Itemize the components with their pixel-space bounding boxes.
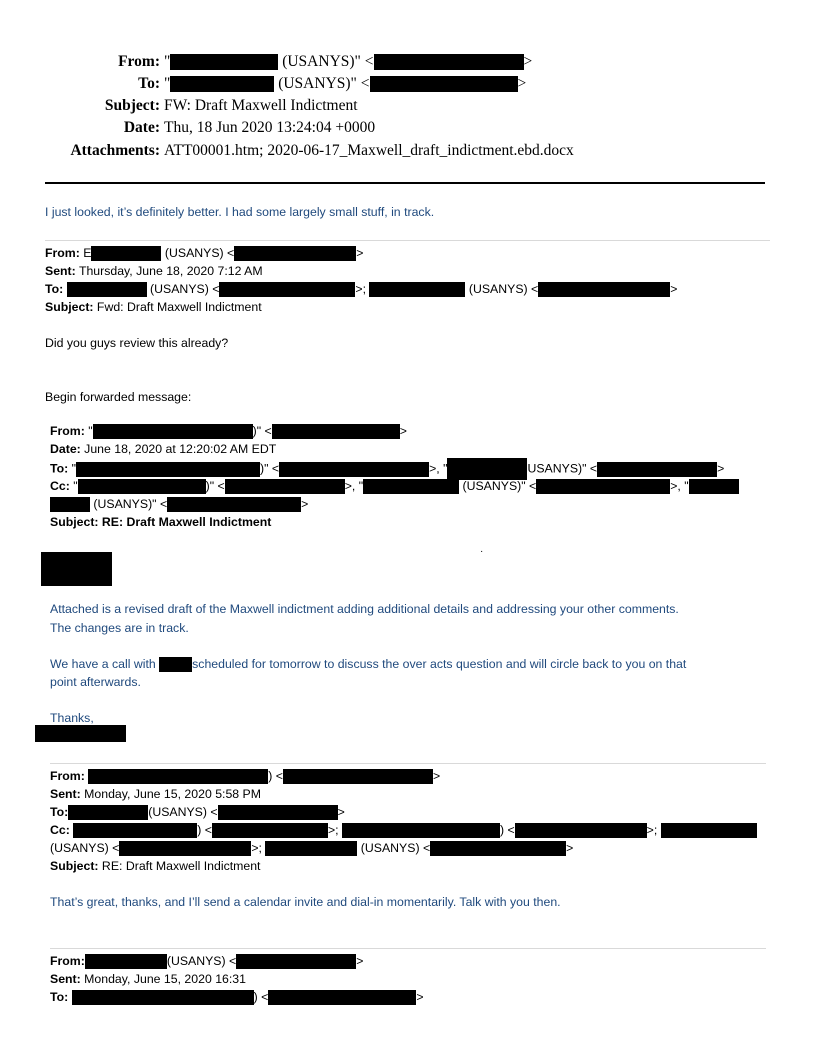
msg4-to-row: To: (USANYS) < > [50,805,345,819]
redaction-block [283,769,433,784]
redaction-block [236,954,356,969]
redaction-block [689,479,739,494]
header-attachments-row [60,142,574,160]
redaction-block [91,246,161,261]
redaction-block [93,424,253,439]
redaction-block [72,990,254,1005]
message-divider [50,948,766,949]
msg5-sent-row: Sent: Monday, June 15, 2020 16:31 [50,972,246,986]
stray-dot: · [480,546,484,557]
redaction-block [370,76,518,92]
header-subject-label: Subject: [104,97,160,114]
msg3-para1-line2: The changes are in track. [50,621,189,635]
forward-note: Begin forwarded message: [45,390,192,404]
redaction-block [212,823,328,838]
msg3-thanks: Thanks, [50,711,94,725]
redaction-block [159,657,192,672]
header-subject-value: FW: Draft Maxwell Indictment [164,97,358,114]
redaction-block [85,954,167,969]
msg5-to-row: To: ) < > [50,990,424,1004]
msg3-from-row: From: " )" < > [50,424,407,438]
redaction-block [515,823,647,838]
msg4-sent-row: Sent: Monday, June 15, 2020 5:58 PM [50,787,261,801]
msg3-para2-line2: point afterwards. [50,675,141,689]
redaction-block [265,841,357,856]
header-attachments-label: Attachments: [70,142,160,159]
msg4-from-row: From: ) < > [50,769,441,783]
redaction-block [67,282,147,297]
msg4-subject-row: Subject: RE: Draft Maxwell Indictment [50,859,261,873]
message-divider [45,240,770,241]
redaction-block [119,841,251,856]
redaction-block [170,76,274,92]
header-from-label: From: [118,53,160,70]
header-date-label: Date: [123,119,160,136]
header-to-row: To: " (USANYS)" < > [60,75,526,93]
msg5-from-row: From: (USANYS) < > [50,954,364,968]
header-date-value: Thu, 18 Jun 2020 13:24:04 +0000 [164,119,376,136]
msg3-para2-line1: We have a call with scheduled for tomorrow to discuss the over acts question and will circle back to you on that [50,657,687,671]
msg4-cc-row-2: (USANYS) < >; (USANYS) < > [50,841,574,855]
msg3-cc-row: Cc: " )" < >, " (USANYS)" < >, " [50,477,739,495]
msg2-sent-row: Sent: Thursday, June 18, 2020 7:12 AM [45,264,263,278]
header-subject-row [60,97,358,115]
msg2-from-row: From: E (USANYS) < > [45,246,364,260]
redaction-block [225,479,345,494]
reply-body: I just looked, it’s definitely better. I had some largely small stuff, in track. [45,205,435,219]
redaction-block [68,805,148,820]
redaction-block [374,54,524,70]
msg3-subject-row: Subject: RE: Draft Maxwell Indictment [50,515,272,529]
redaction-block [167,497,301,512]
msg2-body: Did you guys review this already? [45,336,229,350]
redaction-block [234,246,356,261]
redaction-block [272,424,400,439]
redaction-block [369,282,465,297]
header-divider [45,182,765,184]
msg3-cc-row-2: (USANYS)" < > [50,495,308,513]
msg4-body: That’s great, thanks, and I’ll send a calendar invite and dial-in momentarily. Talk with you then. [50,895,561,909]
msg3-date-row: Date: June 18, 2020 at 12:20:02 AM EDT [50,442,277,456]
header-attachments-value[interactable]: ATT00001.htm; 2020-06-17_Maxwell_draft_indictment.ebd.docx [164,142,574,159]
redaction-block [219,282,355,297]
msg2-to-row: To: (USANYS) < >; (USANYS) < > [45,282,678,296]
redaction-block [78,479,206,494]
redaction-block [50,497,90,512]
redaction-block [268,990,416,1005]
msg2-subject-row: Subject: Fwd: Draft Maxwell Indictment [45,300,262,314]
redaction-block [279,462,429,477]
redaction-block [342,823,500,838]
redaction-block [661,823,757,838]
header-date-row [60,119,375,137]
msg4-cc-row: Cc: ) < >; ) < >; [50,821,757,839]
header-to-label: To: [138,75,160,92]
redaction-block [538,282,670,297]
redaction-block [363,479,459,494]
redaction-block [35,725,126,742]
msg3-to-row: To: " )" < >, " USANYS)" < > [50,458,724,480]
redaction-block [536,479,670,494]
redaction-block [88,769,268,784]
redaction-block [73,823,197,838]
redaction-block [597,462,717,477]
msg3-para1-line1: Attached is a revised draft of the Maxwell indictment adding additional details and addressing your other comments. [50,602,679,616]
header-from-row: From: " (USANYS)" < > [60,53,532,71]
redaction-block [430,841,566,856]
redaction-block [41,552,112,586]
redaction-block [76,462,260,477]
redaction-block [170,54,278,70]
message-divider [50,763,766,764]
redaction-block [218,805,338,820]
